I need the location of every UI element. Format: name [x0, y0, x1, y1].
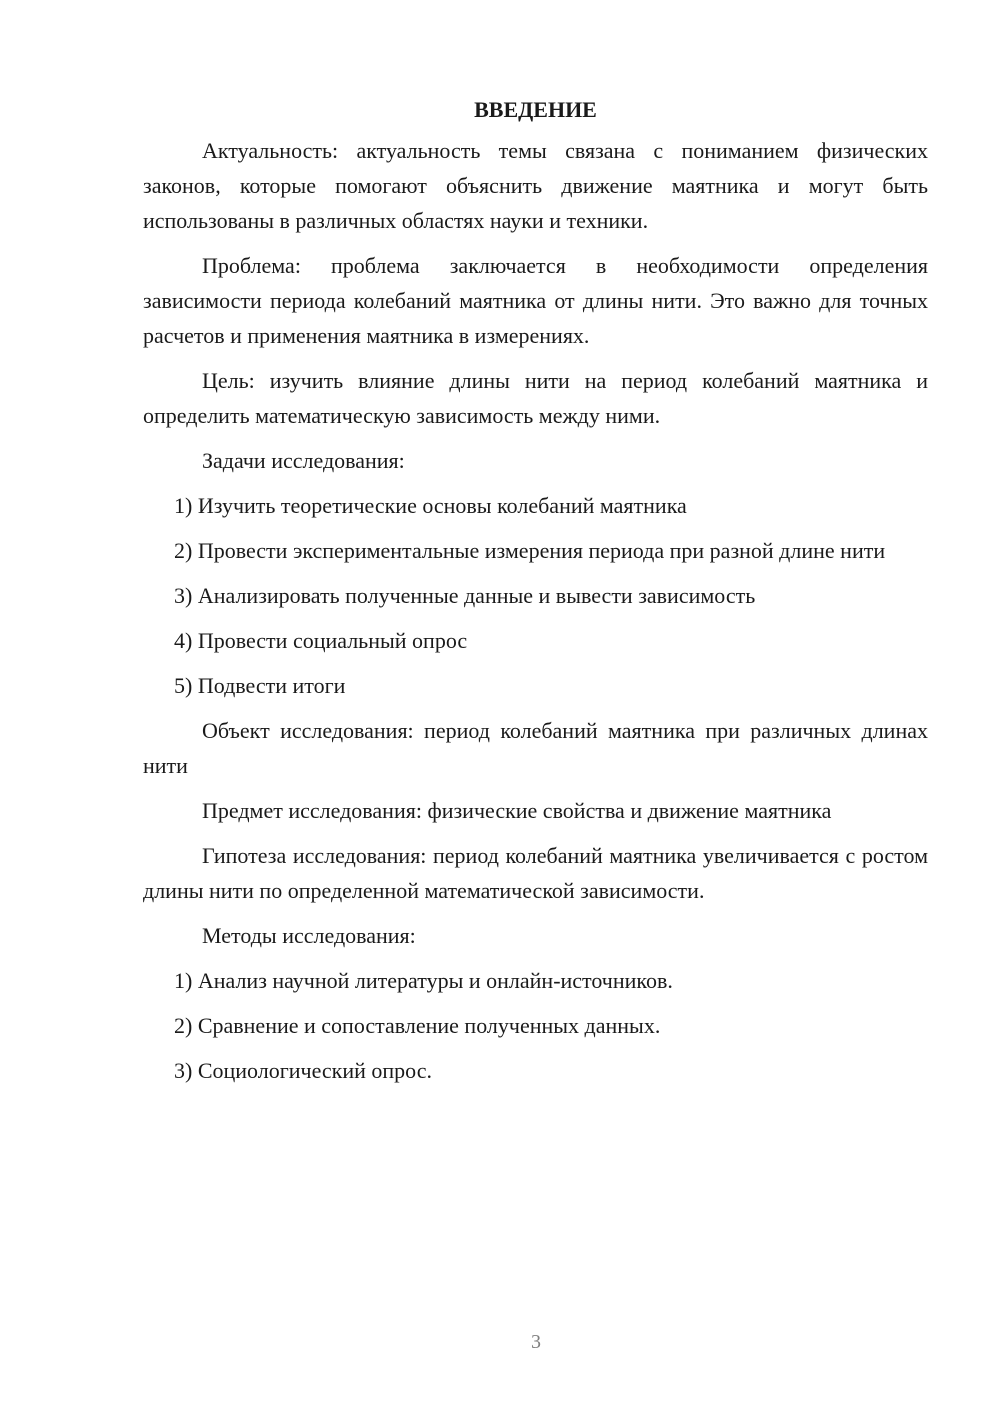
- methods-title: Методы исследования:: [202, 923, 416, 948]
- method-item-1: 1) Анализ научной литературы и онлайн-источников.: [174, 968, 673, 993]
- relevance-paragraph: Актуальность: актуальность темы связана с пониманием физических законов, которые помогают объяснить движение маятника и могут быть использованы в различных областях науки и техники.: [143, 138, 928, 233]
- goal-paragraph: Цель: изучить влияние длины нити на период колебаний маятника и определить математическую зависимость между ними.: [143, 368, 928, 428]
- document-page: [143, 93, 928, 1098]
- page-number: 3: [531, 1331, 541, 1353]
- section-heading: ВВЕДЕНИЕ: [474, 97, 597, 122]
- subject-paragraph: Предмет исследования: физические свойства и движение маятника: [202, 798, 832, 823]
- hypothesis-paragraph: Гипотеза исследования: период колебаний маятника увеличивается с ростом длины нити по определенной математической зависимости.: [143, 843, 928, 903]
- object-paragraph: Объект исследования: период колебаний маятника при различных длинах нити: [143, 718, 928, 778]
- problem-paragraph: Проблема: проблема заключается в необходимости определения зависимости периода колебаний маятника от длины нити. Это важно для точных расчетов и применения маятника в измерениях.: [143, 253, 928, 348]
- task-item-2: 2) Провести экспериментальные измерения периода при разной длине нити: [174, 538, 886, 563]
- tasks-title: Задачи исследования:: [202, 448, 405, 473]
- task-item-1: 1) Изучить теоретические основы колебаний маятника: [174, 493, 687, 518]
- method-item-3: 3) Социологический опрос.: [174, 1058, 432, 1083]
- task-item-5: 5) Подвести итоги: [174, 673, 346, 698]
- task-item-3: 3) Анализировать полученные данные и вывести зависимость: [174, 583, 756, 608]
- method-item-2: 2) Сравнение и сопоставление полученных данных.: [174, 1013, 661, 1038]
- task-item-4: 4) Провести социальный опрос: [174, 628, 468, 653]
